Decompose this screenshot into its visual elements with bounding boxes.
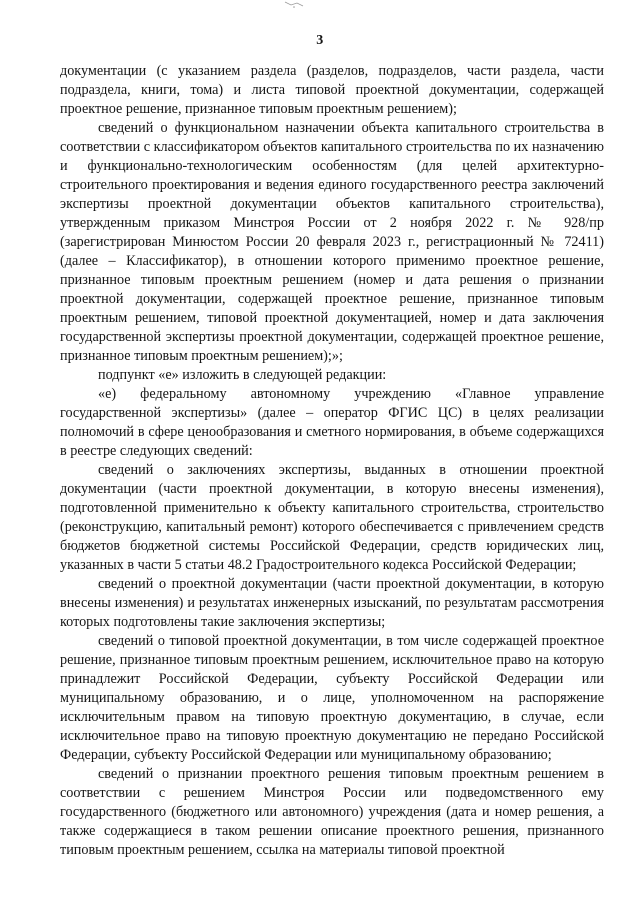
document-body (60, 62, 604, 860)
paragraph-typical-documentation: сведений о типовой проектной документации, в том числе содержащей проектное решение, признанное типовым проектным решением, исключительное право на которую принадлежит Российской Федерации, субъекту Российской Федерации или муниципальному образованию, и о лице, уполномоченном на распоряжение исключительным правом на типовую проектную документацию, в случае, если исключительное право на типовую проектную документацию не передано Российской Федерации, субъекту Российской Федерации или муниципальному образованию; (60, 633, 604, 763)
page-number: 3 (316, 33, 324, 48)
scan-mark-icon (283, 0, 305, 10)
paragraph-continuation: документации (с указанием раздела (разделов, подразделов, части раздела, части подраздела, книги, тома) и листа типовой проектной документации, содержащей проектное решение, признанное типовым проектным решением); (60, 63, 604, 117)
paragraph-project-documentation: сведений о проектной документации (части проектной документации, в которую внесены изменения) и результатах инженерных изысканий, по результатам рассмотрения которых подготовлены такие заключения экспертизы; (60, 576, 604, 630)
paragraph-subitem-e-intro: подпункт «е» изложить в следующей редакции: (98, 367, 387, 383)
paragraph-subitem-e: «е) федеральному автономному учреждению «Главное управление государственной экспертизы» (далее – оператор ФГИС ЦС) в целях реализации полномочий в сфере ценообразования и сметного нормирования, в объеме содержащихся в реестре следующих сведений: (60, 386, 604, 459)
paragraph-functional-purpose: сведений о функциональном назначении объекта капитального строительства в соответствии с классификатором объектов капитального строительства по их назначению и функционально-технологическим особенностям (для целей архитектурно-строительного проектирования и ведения единого государственного реестра заключений экспертизы проектной документации объектов капитального строительства), утвержденным приказом Минстроя России от 2 ноября 2022 г. № 928/пр (зарегистрирован Минюстом России 20 февраля 2023 г., регистрационный № 72411) (далее – Классификатор), в отношении которого применимо проектное решение, признанное типовым проектным решением (номер и дата решения о признании проектной документации, содержащей проектное решение, признанное типовым проектным решением, типовой проектной документацией, номер и дата заключения государственной экспертизы проектной документации, содержащей проектное решение, признанное типовым проектным решением);»; (60, 120, 604, 364)
paragraph-typical-decision: сведений о признании проектного решения типовым проектным решением в соответствии с решением Минстроя России или подведомственного ему государственного (бюджетного или автономного) учреждения (дата и номер решения, а также содержащиеся в таком решении описание проектного решения, признанного типовым проектным решением, ссылка на материалы типовой проектной (60, 766, 604, 858)
paragraph-expertise-conclusions: сведений о заключениях экспертизы, выданных в отношении проектной документации (части проектной документации, в которую внесены изменения), подготовленной применительно к объекту капитального строительства, строительство (реконструкцию, капитальный ремонт) которого обеспечивается с привлечением средств бюджетов бюджетной системы Российской Федерации, средств юридических лиц, указанных в части 5 статьи 48.2 Градостроительного кодекса Российской Федерации; (60, 462, 604, 573)
